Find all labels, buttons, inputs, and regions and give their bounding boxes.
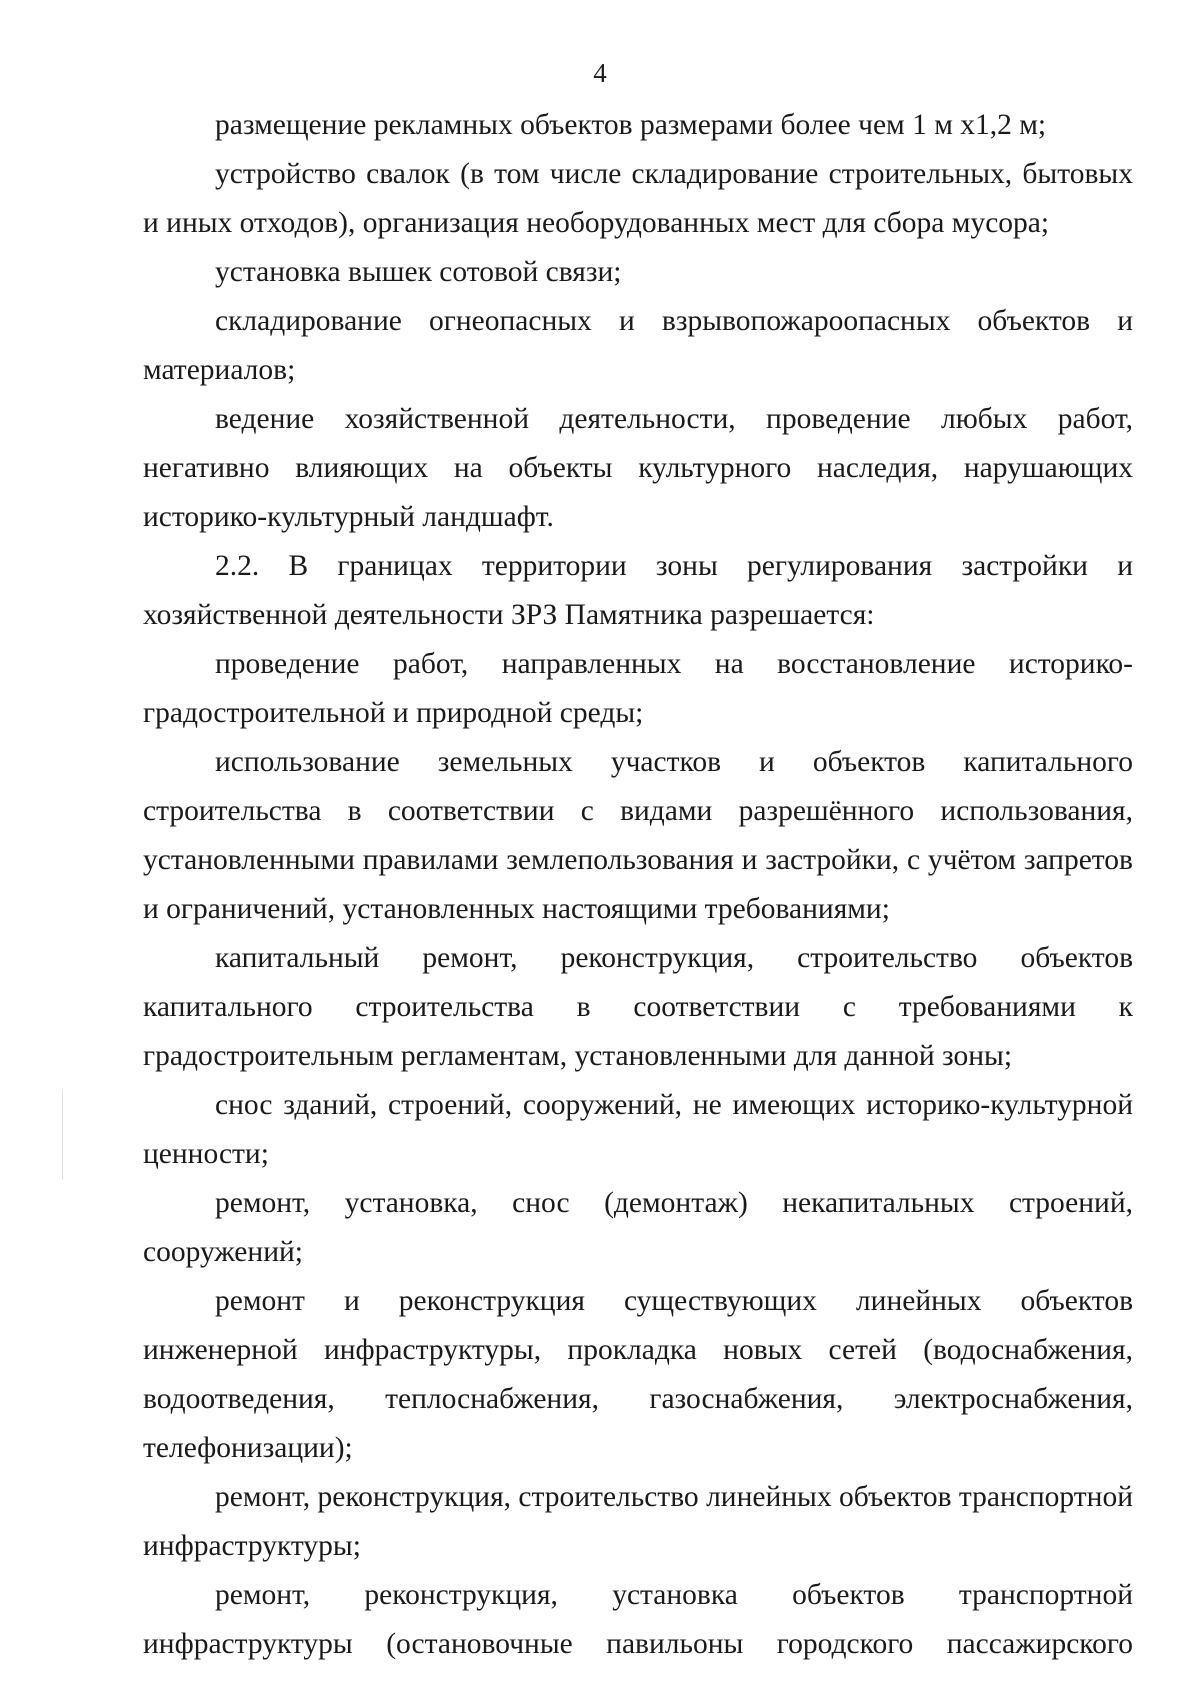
paragraph-section-2-2: 2.2. В границах территории зоны регулирования застройки и хозяйственной деятельности ЗРЗ Памятника разрешается: bbox=[143, 550, 1133, 631]
paragraph-non-capital: ремонт, установка, снос (демонтаж) некапитальных строений, сооружений; bbox=[143, 1187, 1133, 1268]
paragraph-economic-activity: ведение хозяйственной деятельности, проведение любых работ, негативно влияющих на объекты культурного наследия, нарушающих историко-культурный ландшафт. bbox=[143, 403, 1133, 533]
paragraph-engineering-networks: ремонт и реконструкция существующих линейных объектов инженерной инфраструктуры, прокладка новых сетей (водоснабжения, водоотведения, теплоснабжения, газоснабжения, электроснабжения, телефонизации); bbox=[143, 1285, 1133, 1464]
paragraph-transport-objects: ремонт, реконструкция, установка объектов транспортной инфраструктуры (остановочные павильоны городского пассажирского bbox=[143, 1579, 1133, 1660]
paragraph-capital-repair: капитальный ремонт, реконструкция, строительство объектов капитального строительства в соответствии с требованиями к градостроительным регламентам, установленными для данной зоны; bbox=[143, 942, 1133, 1072]
page-number: 4 bbox=[593, 58, 607, 88]
document-body bbox=[143, 101, 1133, 1669]
paragraph-land-use: использование земельных участков и объектов капитального строительства в соответствии с видами разрешённого использования, установленными правилами землепользования и застройки, с учётом запретов и ограничений, установленных настоящими требованиями; bbox=[143, 746, 1133, 925]
paragraph-restoration: проведение работ, направленных на восстановление историко-градостроительной и природной среды; bbox=[143, 648, 1133, 729]
paragraph-demolition: снос зданий, строений, сооружений, не имеющих историко-культурной ценности; bbox=[143, 1089, 1133, 1170]
scan-margin-mark bbox=[62, 1090, 63, 1180]
paragraph-cell-towers: установка вышек сотовой связи; bbox=[215, 256, 622, 288]
paragraph-hazardous-storage: складирование огнеопасных и взрывопожароопасных объектов и материалов; bbox=[143, 305, 1133, 386]
paragraph-dumps: устройство свалок (в том числе складирование строительных, бытовых и иных отходов), организация необорудованных мест для сбора мусора; bbox=[143, 158, 1133, 239]
paragraph-transport-linear: ремонт, реконструкция, строительство линейных объектов транспортной инфраструктуры; bbox=[143, 1481, 1133, 1562]
paragraph-advertising: размещение рекламных объектов размерами более чем 1 м х1,2 м; bbox=[215, 109, 1047, 141]
